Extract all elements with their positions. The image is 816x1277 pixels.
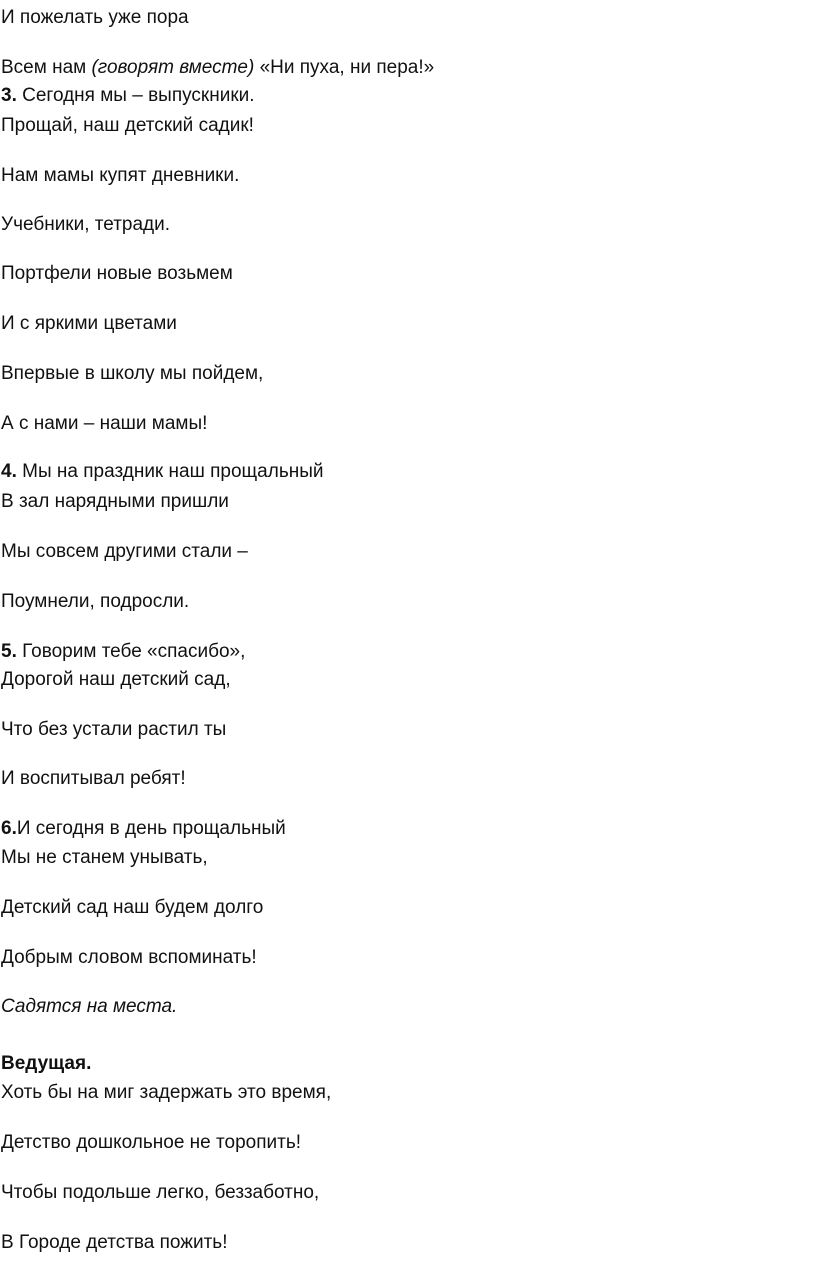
line-text: И сегодня в день прощальный [16,818,286,839]
line-text: Впервые в школу мы пойдем, [1,363,264,384]
text-line [1,767,186,791]
text-line [1,412,207,436]
line-text: Говорим тебе «спасибо», [16,641,246,662]
text-line [1,640,245,664]
text-line [1,668,231,692]
line-text: Учебники, тетради. [1,214,171,235]
text-line [1,164,239,188]
text-line [1,846,208,870]
text-line [1,312,177,336]
text-line [1,262,233,286]
line-text: И пожелать уже пора [1,7,189,28]
text-line [1,114,254,138]
text-line [1,590,189,614]
text-line [1,896,263,920]
text-line [1,213,170,237]
line-text: И воспитывал ребят! [1,768,186,789]
line-text: Детский сад наш будем долго [1,897,264,918]
verse-number: 6. [1,818,17,839]
line-text: Дорогой наш детский сад, [1,669,231,690]
line-text: Мы не станем унывать, [1,847,208,868]
verse-number: 4. [1,461,17,482]
text-line [1,56,434,80]
line-text: Сегодня мы – выпускники. [16,85,255,106]
line-text: Портфели новые возьмем [1,263,233,284]
line-text: В Городе детства пожить! [1,1232,228,1253]
stage-direction: (говорят вместе) [91,57,255,78]
text-line [1,1052,91,1076]
line-text: Нам мамы купят дневники. [1,165,240,186]
line-text: Всем нам [1,57,92,78]
line-text: И с яркими цветами [1,313,177,334]
line-text: А с нами – наши мамы! [1,413,208,434]
text-line [1,1131,301,1155]
speaker-label: Ведущая. [1,1053,92,1074]
line-text: Детство дошкольное не торопить! [1,1132,301,1153]
line-text: Хоть бы на миг задержать это время, [1,1082,332,1103]
text-line [1,362,263,386]
text-line [1,490,229,514]
line-text: В зал нарядными пришли [1,491,229,512]
text-line [1,6,189,30]
text-line [1,817,286,841]
text-line [1,995,177,1019]
text-line [1,1231,227,1255]
verse-number: 5. [1,641,17,662]
line-text: Поумнели, подросли. [1,591,190,612]
line-text: Мы совсем другими стали – [1,541,248,562]
text-line [1,718,226,742]
line-text: «Ни пуха, ни пера!» [254,57,435,78]
line-text: Что без устали растил ты [1,719,227,740]
line-text: Добрым словом вспоминать! [1,947,257,968]
verse-number: 3. [1,85,17,106]
line-text: Прощай, наш детский садик! [1,115,254,136]
text-line [1,460,323,484]
stage-direction: Садятся на места. [1,996,178,1017]
text-line [1,1181,319,1205]
text-line [1,540,248,564]
text-line [1,84,255,108]
text-line [1,946,257,970]
line-text: Чтобы подольше легко, беззаботно, [1,1182,320,1203]
text-line [1,1081,331,1105]
line-text: Мы на праздник наш прощальный [16,461,324,482]
